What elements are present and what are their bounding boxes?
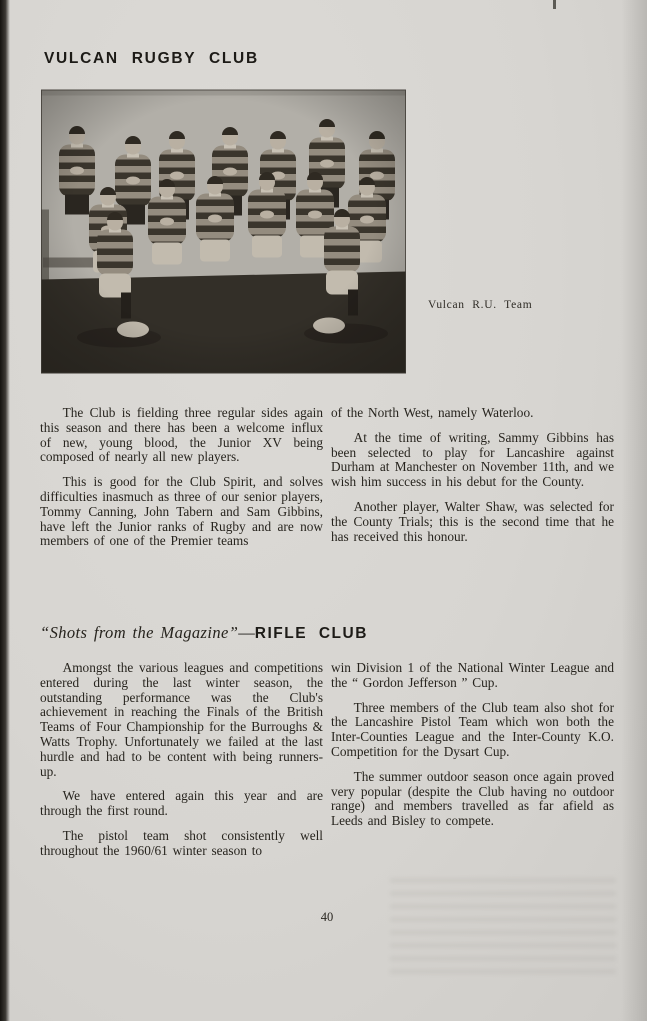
paragraph: We have entered again this year and are through the first round. [40, 788, 323, 819]
scan-edge-left [0, 0, 10, 1021]
paragraph: At the time of writing, Sammy Gibbins has been selected to play for Lancashire against Durham at Manchester on November 11th, and we wish him success in his debut for the County. [331, 429, 614, 490]
rifle-title-dash: — [238, 623, 255, 642]
paragraph: This is good for the Club Spirit, and solves difficulties inasmuch as three of our senior players, Tommy Canning, John Tabern and Sam Gibbins, have left the Junior ranks of Rugby and are now members of one of the Premier teams [40, 474, 323, 549]
page-shadow-right [621, 0, 647, 1021]
photo-caption: Vulcan R.U. Team [428, 299, 533, 311]
rifle-article-title [40, 618, 368, 645]
rifle-title-quote: “Shots from the Magazine” [40, 623, 239, 642]
rifle-title-main: RIFLE CLUB [254, 625, 368, 642]
stray-ink-mark [553, 0, 556, 9]
team-photo-illustration [41, 89, 406, 374]
rugby-left-column [40, 406, 323, 559]
page-number: 40 [320, 910, 334, 924]
paragraph: The summer outdoor season once again proved very popular (despite the Club having no outdoor range) and members travelled as far afield as Leeds and Bisley to compete. [331, 768, 614, 829]
team-photo [41, 89, 406, 374]
paragraph: Three members of the Club team also shot for the Lancashire Pistol Team which won both the Inter-Counties League and the Inter-County K.O. Competition for the Dysart Cup. [331, 699, 614, 759]
reverse-side-bleedthrough [390, 878, 616, 978]
rifle-left-column [40, 661, 323, 869]
rugby-article-body [40, 406, 614, 559]
paragraph: The pistol team shot consistently well throughout the 1960/61 winter season to [40, 827, 323, 858]
paragraph: Amongst the various leagues and competitions entered during the last winter season, the outstanding performance was the Club's achievement in reaching the Finals of the British Teams of Four Championship for the Burroughs & Watts Trophy. Unfortunately we failed at the last hurdle and had to be content with being runners-up. [40, 660, 323, 779]
rifle-article-body [40, 661, 614, 869]
paragraph: win Division 1 of the National Winter League and the “ Gordon Jefferson ” Cup. [331, 660, 614, 690]
rugby-right-column [331, 406, 614, 559]
paragraph: Another player, Walter Shaw, was selected for the County Trials; this is the second time that he has received this honour. [331, 498, 614, 544]
paragraph: of the North West, namely Waterloo. [331, 405, 534, 420]
rugby-article-title: VULCAN RUGBY CLUB [44, 50, 259, 67]
paragraph: The Club is fielding three regular sides again this season and there has been a welcome influx of new, young blood, the Junior XV being composed of nearly all new players. [40, 405, 323, 465]
rifle-right-column [331, 661, 614, 869]
